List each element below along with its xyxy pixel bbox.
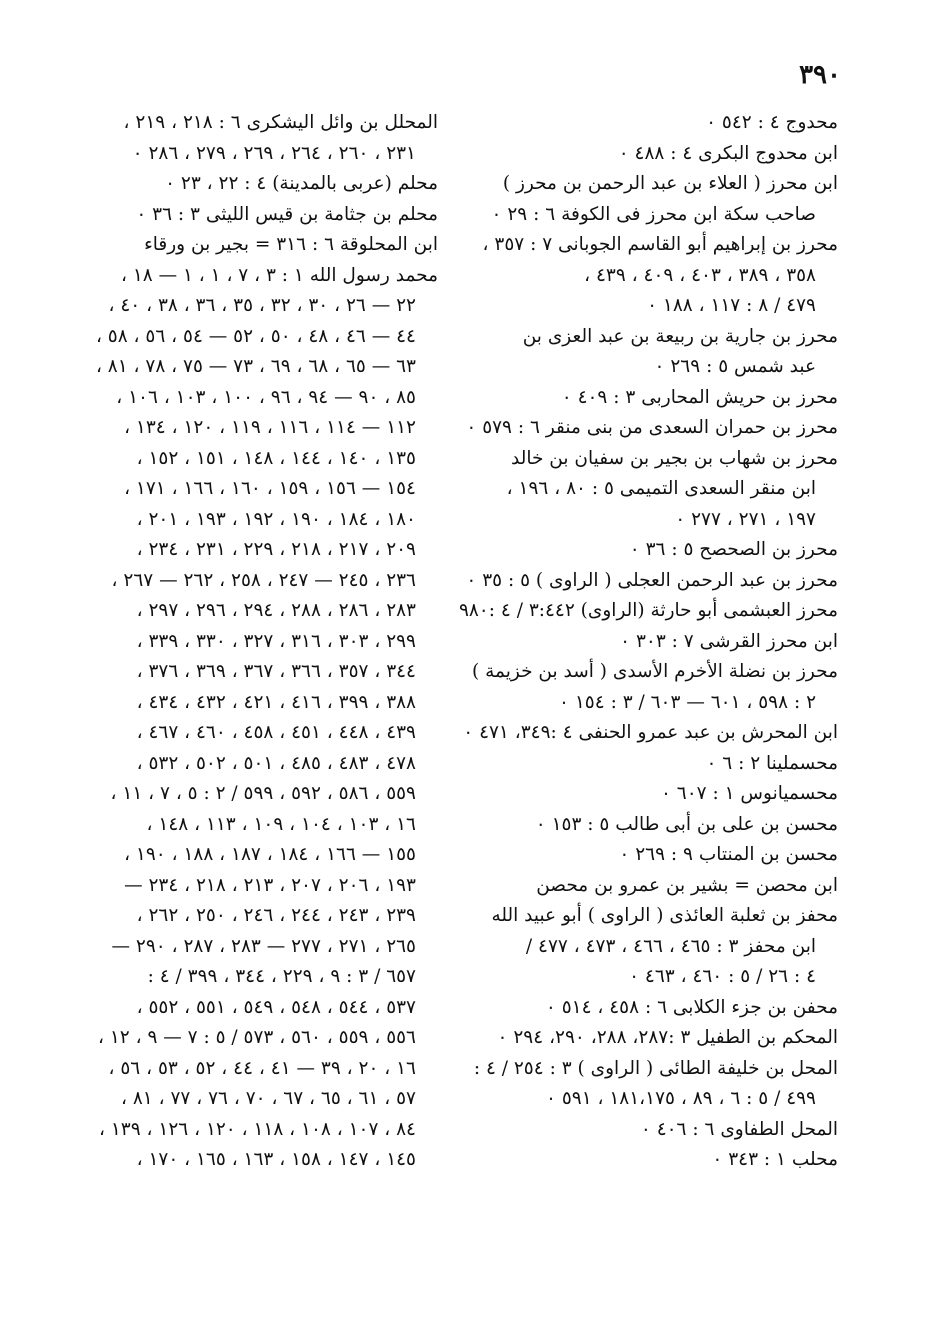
index-entry-line: محرز بن عبد الرحمن العجلى ( الراوى ) ٥ : ٣٥ ٠ xyxy=(466,569,838,591)
index-entry-line: محلم (عربى بالمدينة) ٤ : ٢٢ ، ٢٣ ٠ xyxy=(165,173,438,194)
index-entry-line: ١٦ ، ٢٠ ، ٣٩ — ٤١ ، ٤٤ ، ٥٢ ، ٥٣ ، ٥٦ ، xyxy=(108,1057,416,1079)
index-entry-line: محرز بن حريش المحاربى ٣ : ٤٠٩ ٠ xyxy=(561,386,838,408)
index-entry-line: المحل بن خليفة الطائى ( الراوى ) ٣ : ٢٥٤ / ٤ : xyxy=(473,1057,838,1079)
index-column-left xyxy=(78,108,438,1176)
index-entry-line: محسن بن المنتاب ٩ : ٢٦٩ ٠ xyxy=(619,844,838,865)
index-entry-line: ٢٢ — ٢٦ ، ٣٠ ، ٣٢ ، ٣٥ ، ٣٦ ، ٣٨ ، ٤٠ ، xyxy=(108,295,416,316)
index-entry-line: المحل الطفاوى ٦ : ٤٠٦ ٠ xyxy=(640,1118,838,1140)
index-entry-line: ١٦ ، ١٠٣ ، ١٠٤ ، ١٠٩ ، ١١٣ ، ١٤٨ ، xyxy=(146,813,416,835)
index-entry-line: محرز بن شهاب بن بجير بن سفيان بن خالد xyxy=(510,447,838,469)
index-entry-line: المحلل بن وائل اليشكرى ٦ : ٢١٨ ، ٢١٩ ، xyxy=(123,112,438,133)
index-entry-line: ابن محصن = بشير بن عمرو بن محصن xyxy=(536,874,838,896)
page-number: ٣٩٠ xyxy=(799,60,841,90)
index-entry-line: عبد شمس ٥ : ٢٦٩ ٠ xyxy=(654,356,816,377)
index-entry-line: ١٨٠ ، ١٨٤ ، ١٩٠ ، ١٩٢ ، ١٩٣ ، ٢٠١ ، xyxy=(136,508,416,530)
index-entry-line: ابن منقر السعدى التميمى ٥ : ٨٠ ، ١٩٦ ، xyxy=(506,478,816,499)
index-entry-line: ابن محرز ( العلاء بن عبد الرحمن بن محرز ) xyxy=(502,173,838,194)
index-entry-line: ٨٥ ، ٩٠ — ٩٤ ، ٩٦ ، ١٠٠ ، ١٠٣ ، ١٠٦ ، xyxy=(116,386,416,408)
index-entry-line: ١٣٥ ، ١٤٠ ، ١٤٤ ، ١٤٨ ، ١٥١ ، ١٥٢ ، xyxy=(136,447,416,469)
index-entry-line: ٢٠٩ ، ٢١٧ ، ٢١٨ ، ٢٢٩ ، ٢٣١ ، ٢٣٤ ، xyxy=(136,539,416,560)
index-entry-line: ٣٤٤ ، ٣٥٧ ، ٣٦٦ ، ٣٦٧ ، ٣٦٩ ، ٣٧٦ ، xyxy=(136,661,416,682)
index-entry-line: ٢٩٩ ، ٣٠٣ ، ٣١٦ ، ٣٢٧ ، ٣٣٠ ، ٣٣٩ ، xyxy=(136,630,416,652)
index-entry-line: ٤٧٨ ، ٤٨٣ ، ٤٨٥ ، ٥٠١ ، ٥٠٢ ، ٥٣٢ ، xyxy=(136,752,416,774)
index-entry-line: محفن بن جزء الكلابى ٦ : ٤٥٨ ، ٥١٤ ٠ xyxy=(545,996,838,1018)
index-entry-line: ٥٣٧ ، ٥٤٤ ، ٥٤٨ ، ٥٤٩ ، ٥٥١ ، ٥٥٢ ، xyxy=(136,996,416,1018)
index-entry-line: صاحب سكة ابن محرز فى الكوفة ٦ : ٢٩ ٠ xyxy=(491,203,816,225)
index-entry-line: محلم بن جثامة بن قيس الليثى ٣ : ٣٦ ٠ xyxy=(136,203,438,225)
index-entry-line: ابن محرز القرشى ٧ : ٣٠٣ ٠ xyxy=(620,630,838,652)
index-entry-line: ٢٣٩ ، ٢٤٣ ، ٢٤٤ ، ٢٤٦ ، ٢٥٠ ، ٢٦٢ ، xyxy=(136,905,416,926)
index-entry-line: ٣٥٨ ، ٣٨٩ ، ٤٠٣ ، ٤٠٩ ، ٤٣٩ ، xyxy=(584,264,816,286)
index-entry-line: ١٥٤ — ١٥٦ ، ١٥٩ ، ١٦٠ ، ١٦٦ ، ١٧١ ، xyxy=(124,478,416,499)
index-entry-line: ابن محدوج البكرى ٤ : ٤٨٨ ٠ xyxy=(618,142,838,164)
index-entry-line: ٤٣٩ ، ٤٤٨ ، ٤٥١ ، ٤٥٨ ، ٤٦٠ ، ٤٦٧ ، xyxy=(136,722,416,743)
index-entry-line: محدوج ٤ : ٥٤٢ ٠ xyxy=(706,112,838,133)
index-entry-line: ١٩٧ ، ٢٧١ ، ٢٧٧ ٠ xyxy=(675,508,816,530)
index-entry-line: ٣٨٨ ، ٣٩٩ ، ٤١٦ ، ٤٢١ ، ٤٣٢ ، ٤٣٤ ، xyxy=(136,691,416,713)
index-entry-line: محرز بن إبراهيم أبو القاسم الجوبانى ٧ : ٣٥٧ ، xyxy=(482,234,838,255)
index-entry-line: ١٩٣ ، ٢٠٦ ، ٢٠٧ ، ٢١٣ ، ٢١٨ ، ٢٣٤ — xyxy=(124,874,416,896)
index-entry-line: ابن المحلوقة ٦ : ٣١٦ = بجير بن ورقاء xyxy=(144,234,438,255)
index-entry-line: محلب ١ : ٣٤٣ ٠ xyxy=(712,1149,838,1170)
index-entry-line: ٦٥٧ / ٣ : ٩ ، ٢٢٩ ، ٣٤٤ ، ٣٩٩ / ٤ : xyxy=(147,966,416,987)
index-entry-line: محسن بن على بن أبى طالب ٥ : ١٥٣ ٠ xyxy=(535,813,838,835)
index-entry-line: ٢٨٣ ، ٢٨٦ ، ٢٨٨ ، ٢٩٤ ، ٢٩٦ ، ٢٩٧ ، xyxy=(136,600,416,621)
index-entry-line: ٤٩٩ / ٥ : ٦ ، ٨٩ ، ١٨١،١٧٥ ، ٥٩١ ٠ xyxy=(546,1088,816,1109)
index-entry-line: ٥٥٦ ، ٥٥٩ ، ٥٦٠ ، ٥٧٣ / ٥ : ٧ — ٩ ، ١٢ ، xyxy=(98,1027,416,1048)
index-entry-line: المحكم بن الطفيل ٣ :٢٨٧، ٢٨٨، ٢٩٠، ٢٩٤ ٠ xyxy=(497,1027,838,1048)
index-entry-line: ٢ : ٥٩٨ ، ٦٠١ — ٦٠٣ / ٣ : ١٥٤ ٠ xyxy=(559,691,816,713)
index-entry-line: محسملينا ٢ : ٦ ٠ xyxy=(706,752,838,774)
index-entry-line: ١٥٥ — ١٦٦ ، ١٨٤ ، ١٨٧ ، ١٨٨ ، ١٩٠ ، xyxy=(124,844,416,865)
index-entry-line: محرز بن جارية بن ربيعة بن عبد العزى بن xyxy=(522,325,838,347)
index-entry-line: ٤٤ — ٤٦ ، ٤٨ ، ٥٠ ، ٥٢ — ٥٤ ، ٥٦ ، ٥٨ ، xyxy=(95,325,416,347)
index-entry-line: ٥٥٩ ، ٥٨٦ ، ٥٩٢ ، ٥٩٩ / ٢ : ٥ ، ٧ ، ١١ ، xyxy=(110,783,416,804)
index-entry-line: ٢٦٥ ، ٢٧١ ، ٢٧٧ — ٢٨٣ ، ٢٨٧ ، ٢٩٠ — xyxy=(111,935,416,957)
index-entry-line: ١٤٥ ، ١٤٧ ، ١٥٨ ، ١٦٣ ، ١٦٥ ، ١٧٠ ، xyxy=(136,1149,416,1170)
index-entry-line: محفز بن ثعلبة العائذى ( الراوى ) أبو عبيد الله xyxy=(491,905,838,926)
index-entry-line: ٢٣١ ، ٢٦٠ ، ٢٦٤ ، ٢٦٩ ، ٢٧٩ ، ٢٨٦ ٠ xyxy=(132,142,416,164)
index-column-right xyxy=(458,108,838,1176)
index-entry-line: ابن المحرش بن عبد عمرو الحنفى ٤ :٣٤٩، ٤٧١ ٠ xyxy=(463,722,838,743)
index-entry-line: محرز بن الصحصح ٥ : ٣٦ ٠ xyxy=(629,539,838,560)
index-entry-line: ٥٧ ، ٦١ ، ٦٥ ، ٦٧ ، ٧٠ ، ٧٦ ، ٧٧ ، ٨١ ، xyxy=(121,1088,416,1109)
index-entry-line: محرز بن نضلة الأخرم الأسدى ( أسد بن خزيمة ) xyxy=(472,661,838,682)
index-entry-line: ٢٣٦ ، ٢٤٥ — ٢٤٧ ، ٢٥٨ ، ٢٦٢ — ٢٦٧ ، xyxy=(111,569,416,591)
index-entry-line: محمد رسول الله ١ : ٣ ، ٧ ، ١ ، ١ — ١٨ ، xyxy=(120,264,438,286)
index-entry-line: ٤٧٩ / ٨ : ١١٧ ، ١٨٨ ٠ xyxy=(647,295,816,316)
index-entry-line: ١١٢ — ١١٤ ، ١١٦ ، ١١٩ ، ١٢٠ ، ١٣٤ ، xyxy=(124,417,416,438)
index-entry-line: محرز العبشمى أبو حارثة (الراوى) ٣:٤٤٢ / ٤ :٩٨٠ xyxy=(458,600,838,621)
index-entry-line: ٦٣ — ٦٥ ، ٦٨ ، ٦٩ ، ٧٣ — ٧٥ ، ٧٨ ، ٨١ ، xyxy=(95,356,416,377)
index-entry-line: ابن محفز ٣ : ٤٦٥ ، ٤٦٦ ، ٤٧٣ ، ٤٧٧ / xyxy=(525,935,816,957)
index-entry-line: ٤ : ٢٦ / ٥ : ٤٦٠ ، ٤٦٣ ٠ xyxy=(629,966,816,987)
index-entry-line: محسميانوس ١ : ٦٠٧ ٠ xyxy=(660,783,838,804)
index-entry-line: محرز بن حمران السعدى من بنى منقر ٦ : ٥٧٩ ٠ xyxy=(466,417,838,438)
index-entry-line: ٨٤ ، ١٠٧ ، ١٠٨ ، ١١٨ ، ١٢٠ ، ١٢٦ ، ١٣٩ ، xyxy=(98,1118,416,1140)
